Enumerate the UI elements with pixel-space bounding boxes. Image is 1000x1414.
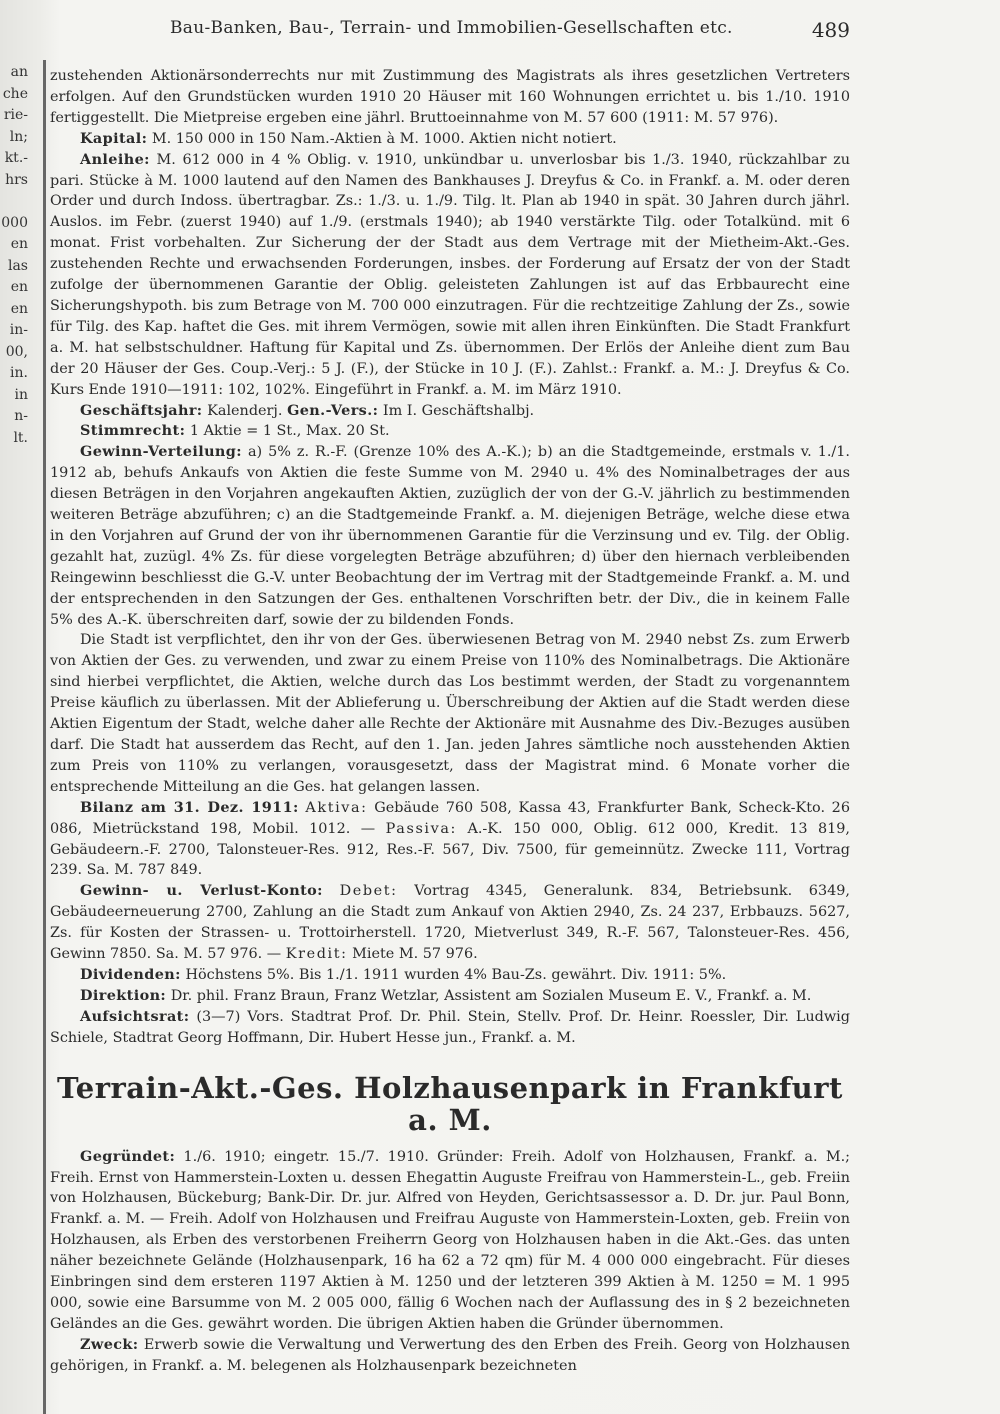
aufsichtsrat-label: Aufsichtsrat: <box>80 1007 190 1025</box>
stimmrecht-entry <box>50 421 850 442</box>
intro-paragraph <box>50 66 850 129</box>
margin-fragment: las <box>7 257 28 274</box>
guv-debet-text: Vortrag 4345, Generalunk. 834, Betriebsunk. 6349, Gebäudeerneuerung 2700, Zahlung an die Stadt zum Ankauf von Aktien 2940, Zs. 24 237, Erbbauzs. 5627, Zs. für Kosten der Strassen- u. Trottoirherstell. 1720, Mietverlust 349, R.-F. 567, Talonsteuer-Res. 456, Gewinn 7850. Sa. M. 57 976. — <box>50 883 850 963</box>
running-head <box>50 18 850 48</box>
geschaeftsjahr-text: Kalenderj. <box>207 402 283 419</box>
margin-fragment: en <box>10 236 28 252</box>
direktion-entry <box>50 986 850 1007</box>
margin-fragment: hrs <box>5 171 28 188</box>
margin-fragment: in- <box>9 322 28 338</box>
aufsichtsrat-text: (3—7) Vors. Stadtrat Prof. Dr. Phil. Stein, Stellv. Prof. Dr. Heinr. Roessler, Dir. Ludwig Schiele, Stadtrat Georg Hoffmann, Dir. Hubert Hesse jun., Frankf. a. M. <box>50 1008 850 1046</box>
margin-fragment: ln; <box>9 128 28 145</box>
guv-kredit-text: Miete M. 57 976. <box>352 946 478 963</box>
guv-label: Gewinn- u. Verlust-Konto: <box>80 882 323 900</box>
gewinnverteilung-label: Gewinn-Verteilung: <box>80 443 242 461</box>
anleihe-entry <box>50 150 850 401</box>
margin-fragment: n- <box>14 408 28 424</box>
margin-fragment: che <box>2 85 28 102</box>
margin-fragment: in. <box>10 365 28 381</box>
section-heading: Terrain-Akt.-Ges. Holzhausenpark in Frankfurt a. M. <box>57 1070 843 1137</box>
stadt-text: Die Stadt ist verpflichtet, den ihr von der Ges. überwiesenen Betrag von M. 2940 nebst Zs. zum Erwerb von Aktien der Ges. zu verwenden, und zwar zu einem Preise von 110% des Nominalbetrags. Die Aktionäre sind hierbei verpflichtet, die Aktien, welche durch das Los bestimmt werden, der Stadt zu vorgenanntem Preise käuflich zu überlassen. Mit der Ablieferung u. Überschreibung der Aktien auf die Stadt werden diese Aktien Eigentum der Stadt, welche daher alle Rechte der Aktionäre mit Ausnahme des Div.-Bezuges ausüben darf. Die Stadt hat ausserdem das Recht, auf den 1. Jan. jeden Jahres sämtliche noch ausstehenden Aktien zum Preis von 110% zu verlangen, vorausgesetzt, dass der Magistrat mind. 6 Monate vorher die entsprechende Mitteilung an die Ges. hat gelangen lassen. <box>50 632 850 795</box>
guv-kredit-word: Kredit: <box>285 946 348 963</box>
gegruendet-text: 1./6. 1910; eingetr. 15./7. 1910. Gründer: Freih. Adolf von Holzhausen, Frankf. a. M.; Freih. Ernst von Hammerstein-Loxten u. dessen Ehegattin Auguste Freifrau von Hammerstein-L., geb. Freiin von Holzhausen, Bückeburg; Bank-Dir. Dr. jur. Alfred von Heyden, Gerichtsassessor a. D. Dr. jur. Paul Bonn, Frankf. a. M. — Freih. Adolf von Holzhausen und Freifrau Auguste von Hammerstein-Loxten, geb. Freiin von Holzhausen, als Erben des verstorbenen Freiherrn Georg von Holzhausen haben in die Akt.-Ges. das unten näher bezeichnete Gelände (Holzhausenpark, 16 ha 62 a 72 qm) für M. 4 000 000 eingebracht. Für dieses Einbringen sind dem ersteren 1197 Aktien à M. 1250 und der letzteren 399 Aktien à M. 1250 = M. 1 995 000, sowie eine Barsumme von M. 2 005 000, fällig 6 Wochen nach der Auflassung des in § 2 bezeichneten Geländes an die Ges. gewährt worden. Die übrigen Aktien haben die Gründer übernommen. <box>50 1148 850 1332</box>
bilanz-aktiva-word: Aktiva: <box>305 799 368 816</box>
zweck-entry <box>50 1335 850 1377</box>
geschaeftsjahr-entry <box>50 401 850 422</box>
aufsichtsrat-entry <box>50 1007 850 1049</box>
stimmrecht-label: Stimmrecht: <box>80 422 186 440</box>
direktion-text: Dr. phil. Franz Braun, Franz Wetzlar, Assistent am Sozialen Museum E. V., Frankf. a. M. <box>170 987 812 1004</box>
gewinnverteilung-text: a) 5% z. R.-F. (Grenze 10% des A.-K.); b) an die Stadtgemeinde, erstmals v. 1./1. 1912 ab, behufs Ankaufs von Aktien die feste Summe von M. 2940 u. 4% des Nominalbetrages der aus diesen Beträgen in den Vorjahren angekauften Aktien, zuzüglich der von der G.-V. jährlich zu bestimmenden weiteren Beträge abzuführen; c) an die Stadtgemeinde Frankf. a. M. diejenigen Beträge, welche diese etwa in den Vorjahren auf Grund der von ihr übernommenen Garantie für die Verzinsung und ev. Tilg. der Oblig. gezahlt hat, zuzügl. 4% Zs. für diese vorgelegten Beträge abzuführen; d) über den hiernach verbleibenden Reingewinn beschliesst die G.-V. unter Beobachtung der im Vertrag mit der Stadtgemeinde Frankf. a. M. und der entsprechenden in den Satzungen der Ges. enthaltenen Vorschriften betr. der Div., die in keinem Falle 5% des A.-K. überschreiten darf, sowie der zu bildenden Fonds. <box>50 444 851 628</box>
margin-fragment: in <box>14 386 28 403</box>
anleihe-text: M. 612 000 in 4 % Oblig. v. 1910, unkündbar u. unverlosbar bis 1./3. 1940, rückzahlbar zu pari. Stücke à M. 1000 lautend auf den Namen des Bankhauses J. Dreyfus & Co. in Frankf. a. M. oder deren Order und durch Indoss. übertragbar. Zs.: 1./3. u. 1./9. Tilg. lt. Plan ab 1940 in spät. 30 Jahren durch jährl. Auslos. im Febr. (zuerst 1940) auf 1./9. (erstmals 1940); ab 1940 verstärkte Tilg. oder Totalkünd. mit 6 monat. Frist vorbehalten. Zur Sicherung der der Stadt aus dem Vertrage mit der Mietheim-Akt.-Ges. zustehenden Rechte und erwachsenden Forderungen, insbes. der Forderung auf Ersatz der von der Stadt zufolge der übernommenen Garantie der Oblig. geleisteten Zahlungen ist auf das Erbbaurecht eine Sicherungshypoth. bis zum Betrage von M. 700 000 einzutragen. Für die rechtzeitige Zahlung der Zs., sowie für Tilg. des Kap. haftet die Ges. mit ihrem Vermögen, sowie mit allen ihren Einkünften. Die Stadt Frankfurt a. M. hat selbstschuldner. Haftung für Kapital und Zs. übernommen. Der Erlös der Anleihe dient zum Bau der 20 Häuser der Ges. Coup.-Verj.: 5 J. (F.), der Stücke in 10 J. (F.). Zahlst.: Frankf. a. M.: J. Dreyfus & Co. Kurs Ende 1910—1911: 102, 102%. Eingeführt in Frankf. a. M. im März 1910. <box>50 151 851 398</box>
bilanz-aktiva-text: Gebäude 760 508, Kassa 43, Frankfurter Bank, Scheck-Kto. 26 086, Mietrückstand 198, Mobil. 1012. — <box>50 799 850 837</box>
gegruendet-label: Gegründet: <box>80 1147 176 1165</box>
kapital-label: Kapital: <box>80 129 148 147</box>
running-title: Bau-Banken, Bau-, Terrain- und Immobilien-Gesellschaften etc. <box>170 18 733 38</box>
bilanz-passiva-word: Passiva: <box>385 820 457 837</box>
margin-fragment: rie- <box>3 107 28 123</box>
page-number: 489 <box>811 18 850 42</box>
guv-debet-word: Debet: <box>339 883 398 900</box>
genvers-label: Gen.-Vers.: <box>287 401 379 419</box>
adjacent-page-edge-text <box>0 62 40 622</box>
stadt-paragraph <box>50 630 850 797</box>
zweck-text: Erwerb sowie die Verwaltung und Verwertung des den Erben des Freih. Georg von Holzhausen gehörigen, in Frankf. a. M. belegenen als Holzhausenpark bezeichneten <box>50 1336 850 1374</box>
guv-entry <box>50 881 850 965</box>
kapital-text: M. 150 000 in 150 Nam.-Aktien à M. 1000. Aktien nicht notiert. <box>151 130 617 147</box>
dividenden-label: Dividenden: <box>80 965 181 983</box>
margin-fragment: kt.- <box>4 150 28 166</box>
intro-text: zustehenden Aktionärsonderrechts nur mit Zustimmung des Magistrats als ihres gesetzlichen Vertreters erfolgen. Auf den Grundstücken wurden 1910 20 Häuser mit 160 Wohnungen errichtet u. bis 1./10. 1910 fertiggestellt. Die Mietpreise ergeben eine jährl. Bruttoeinnahme von M. 57 600 (1911: M. 57 976). <box>50 68 850 126</box>
binding-gutter <box>43 60 46 1414</box>
kapital-entry <box>50 129 850 150</box>
margin-fragment <box>0 191 40 213</box>
bilanz-passiva-text: A.-K. 150 000, Oblig. 612 000, Kredit. 13 819, Gebäudeern.-F. 2700, Talonsteuer-Res. 912, Res.-F. 567, Div. 7500, für gemeinnütz. Zwecke 111, Vortrag 239. Sa. M. 787 849. <box>50 820 851 879</box>
margin-fragment: an <box>10 64 28 80</box>
gegruendet-entry <box>50 1147 850 1335</box>
genvers-text: Im I. Geschäftshalbj. <box>382 402 535 419</box>
dividenden-entry <box>50 965 850 986</box>
margin-fragment: lt. <box>13 429 28 446</box>
direktion-label: Direktion: <box>80 986 167 1004</box>
margin-fragment: en <box>10 279 28 295</box>
zweck-label: Zweck: <box>80 1335 139 1353</box>
bilanz-entry <box>50 798 850 882</box>
text-column <box>50 66 850 1377</box>
bilanz-label: Bilanz am 31. Dez. 1911: <box>80 798 299 816</box>
anleihe-label: Anleihe: <box>80 150 150 168</box>
dividenden-text: Höchstens 5%. Bis 1./1. 1911 wurden 4% Bau-Zs. gewährt. Div. 1911: 5%. <box>185 966 727 983</box>
geschaeftsjahr-label: Geschäftsjahr: <box>80 401 203 419</box>
margin-fragment: 00, <box>5 343 28 360</box>
margin-fragment: en <box>10 300 28 317</box>
margin-fragment: 000 <box>1 214 28 231</box>
gewinnverteilung-entry <box>50 442 850 630</box>
stimmrecht-text: 1 Aktie = 1 St., Max. 20 St. <box>189 423 390 440</box>
